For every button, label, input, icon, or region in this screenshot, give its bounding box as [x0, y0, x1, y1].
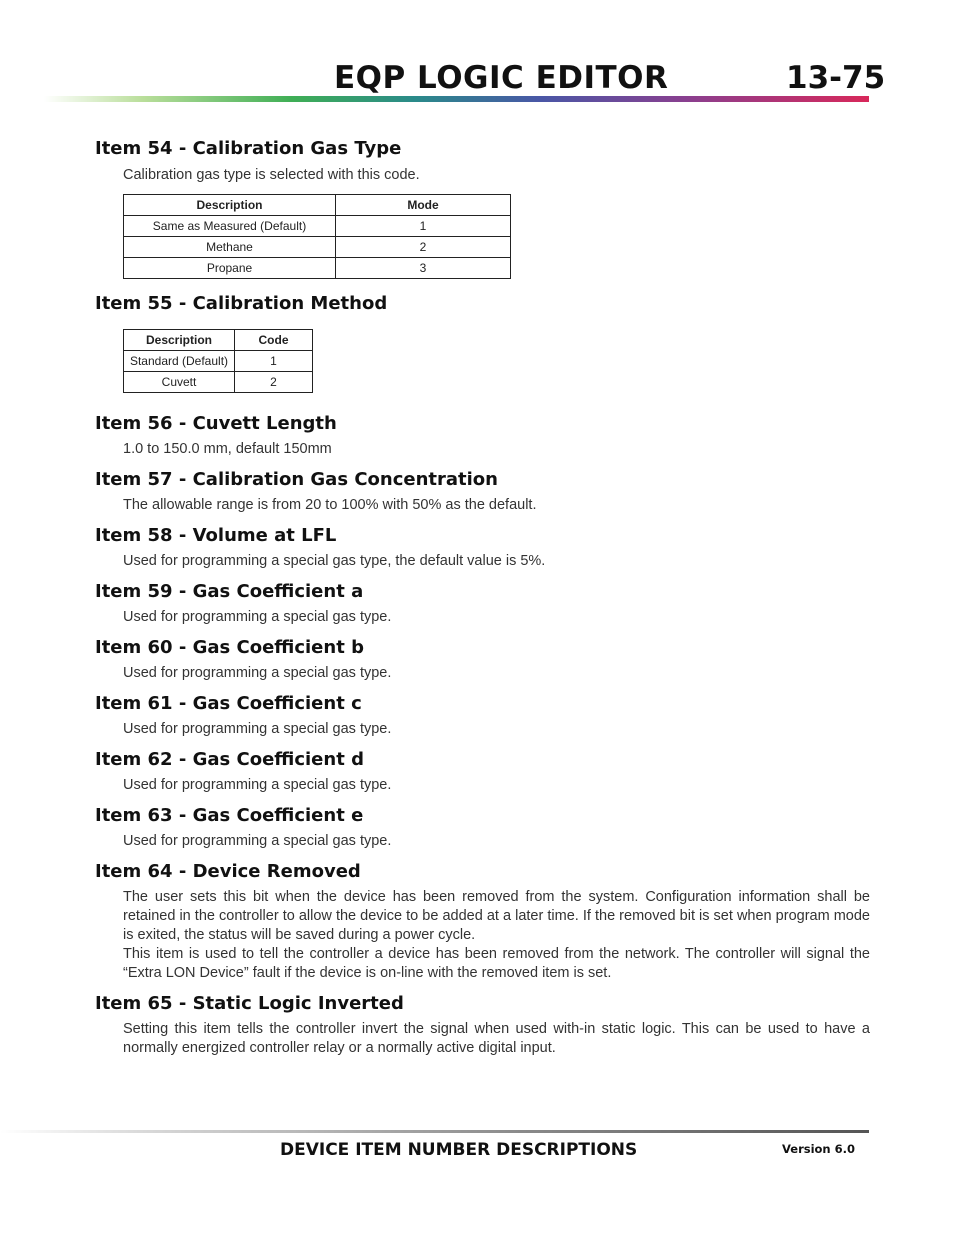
footer-section-title: DEVICE ITEM NUMBER DESCRIPTIONS [280, 1140, 638, 1160]
item-59-heading: Item 59 - Gas Coefficient a [95, 581, 364, 602]
gas-type-table [123, 194, 511, 279]
item-65-heading: Item 65 - Static Logic Inverted [95, 993, 404, 1014]
item-63-text: Used for programming a special gas type. [123, 833, 392, 849]
item-61-heading: Item 61 - Gas Coefficient c [95, 693, 362, 714]
footer-version: Version 6.0 [782, 1142, 855, 1156]
table-cell: 2 [235, 372, 313, 393]
table-cell: Cuvett [124, 372, 235, 393]
calibration-method-table [123, 329, 313, 393]
item-57-text: The allowable range is from 20 to 100% with 50% as the default. [123, 497, 537, 513]
item-62-section [95, 748, 870, 795]
item-64-text-2: This item is used to tell the controller a device has been removed from the network. The controller will signal the “Extra LON Device” fault if the device is on-line with the removed item is set. [123, 946, 870, 981]
item-56-text: 1.0 to 150.0 mm, default 150mm [123, 441, 332, 457]
item-58-text: Used for programming a special gas type, the default value is 5%. [123, 553, 546, 569]
item-60-section [95, 636, 870, 683]
item-58-heading: Item 58 - Volume at LFL [95, 525, 337, 546]
table-cell: 3 [336, 258, 511, 279]
table-header-cell: Code [235, 330, 313, 351]
item-58-section [95, 524, 870, 571]
item-55-heading: Item 55 - Calibration Method [95, 293, 388, 314]
item-56-section [95, 412, 870, 459]
item-65-section [95, 992, 870, 1058]
item-63-section [95, 804, 870, 851]
item-65-text: Setting this item tells the controller invert the signal when used with-in static logic. This can be used to have a normally energized controller relay or a normally active digital input. [123, 1021, 870, 1056]
footer-rule [0, 1130, 869, 1133]
item-64-heading: Item 64 - Device Removed [95, 861, 361, 882]
item-59-text: Used for programming a special gas type. [123, 609, 392, 625]
table-cell: Methane [124, 237, 336, 258]
table-cell: Same as Measured (Default) [124, 216, 336, 237]
table-cell: Standard (Default) [124, 351, 235, 372]
page-number: 13-75 [786, 60, 886, 96]
table-row [124, 237, 511, 258]
item-64-text: The user sets this bit when the device has been removed from the system. Configuration information shall be retained in the controller to allow the device to be added at a later time. If the removed bit is set when program mode is exited, the status will be saved during a power cycle. [123, 889, 870, 943]
item-55-section [95, 292, 870, 393]
table-row [124, 351, 313, 372]
table-header-cell: Description [124, 195, 336, 216]
table-header-cell: Description [124, 330, 235, 351]
item-61-text: Used for programming a special gas type. [123, 721, 392, 737]
table-row [124, 216, 511, 237]
item-57-section [95, 468, 870, 515]
item-60-text: Used for programming a special gas type. [123, 665, 392, 681]
item-54-text: Calibration gas type is selected with this code. [123, 167, 420, 183]
item-54-section [95, 137, 870, 279]
item-61-section [95, 692, 870, 739]
item-60-heading: Item 60 - Gas Coefficient b [95, 637, 364, 658]
item-54-heading: Item 54 - Calibration Gas Type [95, 138, 402, 159]
item-63-heading: Item 63 - Gas Coefficient e [95, 805, 364, 826]
item-57-heading: Item 57 - Calibration Gas Concentration [95, 469, 498, 490]
table-header-row [124, 195, 511, 216]
table-header-row [124, 330, 313, 351]
table-cell: 1 [336, 216, 511, 237]
item-59-section [95, 580, 870, 627]
item-62-heading: Item 62 - Gas Coefficient d [95, 749, 364, 770]
table-cell: 1 [235, 351, 313, 372]
table-cell: 2 [336, 237, 511, 258]
item-64-section [95, 860, 870, 983]
header-gradient-rule [44, 96, 869, 102]
document-body [95, 137, 870, 1058]
page-title: EQP LOGIC EDITOR [334, 60, 669, 96]
table-cell: Propane [124, 258, 336, 279]
item-56-heading: Item 56 - Cuvett Length [95, 413, 337, 434]
table-row [124, 372, 313, 393]
table-header-cell: Mode [336, 195, 511, 216]
table-row [124, 258, 511, 279]
item-62-text: Used for programming a special gas type. [123, 777, 392, 793]
